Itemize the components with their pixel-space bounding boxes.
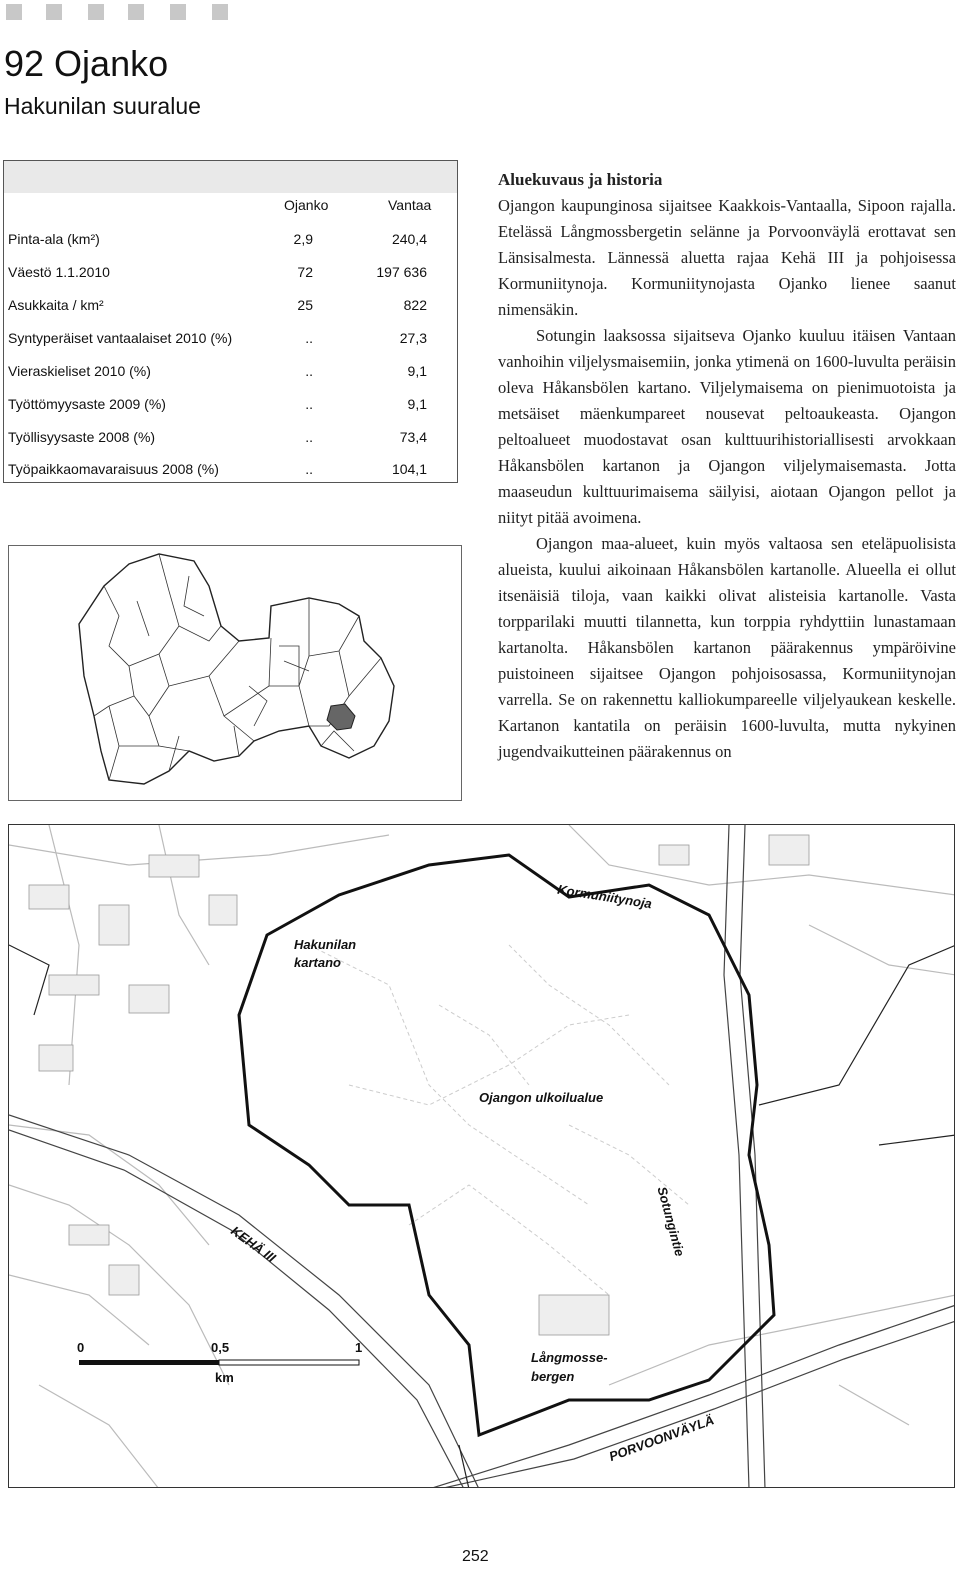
row-value-ojanko: ..	[305, 396, 313, 412]
page-title: 92 Ojanko	[4, 43, 169, 84]
row-label: Työllisyysaste 2008 (%)	[8, 429, 156, 445]
row-label: Työttömyysaste 2009 (%)	[8, 396, 166, 412]
row-label: Pinta-ala (km²)	[8, 231, 100, 247]
row-value-vantaa: 73,4	[399, 429, 427, 445]
row-value-vantaa: 822	[403, 297, 427, 313]
table-row	[4, 264, 457, 288]
paragraph: Ojangon maa-alueet, kuin myös valtaosa sen eteläpuolisista alueista, kuului aikoinaan Håkansbölen kartanolle. Alueella ei ollut itsenäisiä tiloja, vaan kaikki olivat alisteisia kartanolle. Vasta torpparilaki muutti tilannetta, kun torppia ryhdyttiin lunastamaan kartanolta. Håkansbölen kartanon päärakennus ympäröivine puistoineen sijaitsee Ojangon pohjoisosassa, Kormuniitynojan varrella. Se on rakennettu kalliokumpareelle viljelyaukean keskelle. Kartanon kantatila on peräisin 1600-luvulta, mutta nykyinen jugendvaikutteinen päärakennus on	[498, 534, 956, 761]
row-value-ojanko: 25	[297, 297, 313, 313]
paragraph: Sotungin laaksossa sijaitseva Ojanko kuuluu itäisen Vantaan vanhoihin viljelysmaisemiin, jonka ytimenä on 1600-luvulta peräisin oleva Håkansbölen kartano. Viljelymaisema on pienimuotoista ja metsäiset mäenkumpareet nousevat peltoaukeasta. Ojangon peltoalueet muodostavat osan kulttuurihistoriallisesti arvokkaan Håkansbölen kartanon ja Ojangon viljelymaisemasta. Jotta maaseudun kulttuurimaisema säilyisi, aiotaan Ojangon pellot ja niityt pitää avoimena.	[498, 326, 956, 527]
area-map-graphic	[9, 825, 955, 1488]
map-label-ulkoilualue: Ojangon ulkoilualue	[479, 1090, 604, 1105]
map-label-keha-iii: KEHÄ III	[228, 1223, 279, 1266]
row-value-vantaa: 104,1	[391, 461, 427, 477]
article-body	[498, 167, 956, 765]
table-header-band	[4, 161, 457, 193]
scale-unit: km	[215, 1370, 234, 1385]
table-row	[4, 396, 457, 420]
area-map	[8, 824, 955, 1488]
row-value-vantaa: 197 636	[376, 264, 427, 280]
table-row	[4, 461, 457, 485]
paragraph: Ojangon kaupunginosa sijaitsee Kaakkois-Vantaalla, Sipoon rajalla. Etelässä Långmossbergetin selänne ja Porvoonväylä erottavat sen Länsisalmesta. Lännessä aluetta rajaa Kehä III ja pohjoisessa Kormuniitynoja. Kormuniitynojasta Ojanko lienee saanut nimensäkin.	[498, 196, 956, 319]
row-value-ojanko: ..	[305, 363, 313, 379]
table-row	[4, 297, 457, 321]
table-row	[4, 231, 457, 255]
map-label-langmosse: Långmosse-	[531, 1350, 608, 1365]
locator-map	[8, 545, 462, 801]
scale-bar-light	[219, 1360, 359, 1365]
column-header-vantaa: Vantaa	[388, 197, 432, 213]
row-value-ojanko: ..	[305, 461, 313, 477]
map-label-bergen: bergen	[531, 1369, 575, 1384]
map-label-kartano: kartano	[294, 955, 341, 970]
row-label: Vieraskieliset 2010 (%)	[8, 363, 151, 379]
decor-square	[128, 4, 144, 20]
row-value-ojanko: ..	[305, 330, 313, 346]
row-label: Työpaikkaomavaraisuus 2008 (%)	[8, 461, 219, 477]
decor-square	[88, 4, 104, 20]
row-value-vantaa: 9,1	[407, 363, 427, 379]
ojanko-highlight-area	[327, 704, 355, 730]
row-value-vantaa: 9,1	[407, 396, 427, 412]
statistics-table	[3, 160, 458, 483]
decor-square	[6, 4, 22, 20]
page-subtitle: Hakunilan suuralue	[4, 93, 201, 119]
map-label-sotungintie: Sotungintie	[654, 1185, 688, 1258]
page-number: 252	[462, 1548, 489, 1565]
section-heading: Aluekuvaus ja historia	[498, 170, 663, 189]
scale-bar-dark	[79, 1360, 219, 1365]
map-label-kormuniitynoja: Kormuniitynoja	[556, 881, 653, 912]
table-row	[4, 330, 457, 354]
row-label: Väestö 1.1.2010	[8, 264, 110, 280]
row-label: Asukkaita / km²	[8, 297, 104, 313]
scale-tick-0: 0	[77, 1340, 85, 1355]
row-value-vantaa: 27,3	[399, 330, 427, 346]
row-label: Syntyperäiset vantaalaiset 2010 (%)	[8, 330, 233, 346]
row-value-vantaa: 240,4	[391, 231, 427, 247]
row-value-ojanko: ..	[305, 429, 313, 445]
column-header-ojanko: Ojanko	[284, 197, 329, 213]
map-label-porvoonvayla: PORVOONVÄYLÄ	[607, 1412, 716, 1465]
decor-square	[46, 4, 62, 20]
row-value-ojanko: 2,9	[293, 231, 313, 247]
table-row	[4, 429, 457, 453]
row-value-ojanko: 72	[297, 264, 313, 280]
decor-square	[212, 4, 228, 20]
decor-square	[170, 4, 186, 20]
locator-map-graphic	[9, 546, 461, 800]
scale-tick-0-5: 0,5	[211, 1340, 230, 1355]
map-label-hakunilan: Hakunilan	[294, 937, 357, 952]
scale-tick-1: 1	[355, 1340, 363, 1355]
table-row	[4, 363, 457, 387]
